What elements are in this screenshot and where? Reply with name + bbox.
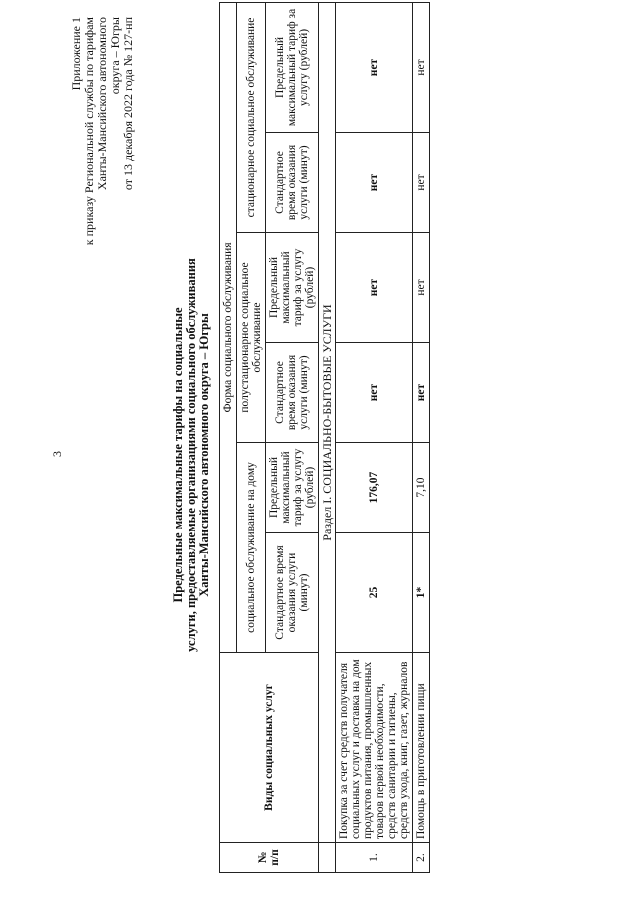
appendix-line: Ханты-Мансийского автономного xyxy=(95,17,109,191)
title-line: Предельные максимальные тарифы на социальные xyxy=(171,307,185,603)
document-title xyxy=(172,155,211,755)
row-num: 1. xyxy=(336,843,413,873)
row-home-tariff: 7,10 xyxy=(413,443,430,533)
row-semi-tariff: нет xyxy=(336,233,413,343)
appendix-line: округа – Югры xyxy=(108,17,122,95)
section-title: Раздел I. СОЦИАЛЬНО-БЫТОВЫЕ УСЛУГИ xyxy=(319,2,336,842)
header-form: Форма социального обслуживания xyxy=(220,2,237,652)
table-row xyxy=(336,2,413,872)
page-number: 3 xyxy=(50,451,64,457)
appendix-header xyxy=(70,17,135,317)
tariff-table xyxy=(219,2,430,873)
header-std-time: Стандартное время оказания услуги (минут) xyxy=(266,533,319,653)
header-semi: полустационарное социальное обслуживание xyxy=(237,233,266,443)
header-max-tariff: Предельный максимальный тариф за услугу (рублей) xyxy=(266,443,319,533)
row-service: Помощь в приготовлении пищи xyxy=(413,653,430,843)
table-row xyxy=(413,2,430,872)
header-num: № п/п xyxy=(220,843,319,873)
appendix-line: Приложение 1 xyxy=(69,17,83,91)
row-num: 2. xyxy=(413,843,430,873)
header-std-time: Стандартное время оказания услуги (минут) xyxy=(266,343,319,443)
header-max-tariff: Предельный максимальный тариф за услугу (рублей) xyxy=(266,2,319,132)
header-std-time: Стандартное время оказания услуги (минут) xyxy=(266,133,319,233)
header-stationary: стационарное социальное обслуживание xyxy=(237,2,266,232)
blank-cell xyxy=(319,843,336,873)
row-stat-time: нет xyxy=(413,133,430,233)
appendix-line: к приказу Региональной службы по тарифам xyxy=(82,17,96,246)
row-home-time: 25 xyxy=(336,533,413,653)
row-home-time: 1* xyxy=(413,533,430,653)
row-semi-time: нет xyxy=(336,343,413,443)
row-semi-tariff: нет xyxy=(413,233,430,343)
row-service: Покупка за счет средств получателя социальных услуг и доставка на дом продуктов питания, промышленных товаров первой необходимости, средств санитарии и гигиены, средств ухода, книг, газет, журналов xyxy=(336,653,413,843)
row-stat-tariff: нет xyxy=(336,2,413,132)
row-stat-tariff: нет xyxy=(413,2,430,132)
header-home: социальное обслуживание на дому xyxy=(237,443,266,653)
row-semi-time: нет xyxy=(413,343,430,443)
row-home-tariff: 176,07 xyxy=(336,443,413,533)
row-stat-time: нет xyxy=(336,133,413,233)
title-line: услуги, предоставляемые организациями социального обслуживания xyxy=(184,258,198,652)
header-service: Виды социальных услуг xyxy=(220,653,319,843)
header-max-tariff: Предельный максимальный тариф за услугу (рублей) xyxy=(266,233,319,343)
appendix-line: от 13 декабря 2022 года № 127-нп xyxy=(121,17,135,191)
title-line: Ханты-Мансийского автономного округа – Югры xyxy=(197,313,211,597)
